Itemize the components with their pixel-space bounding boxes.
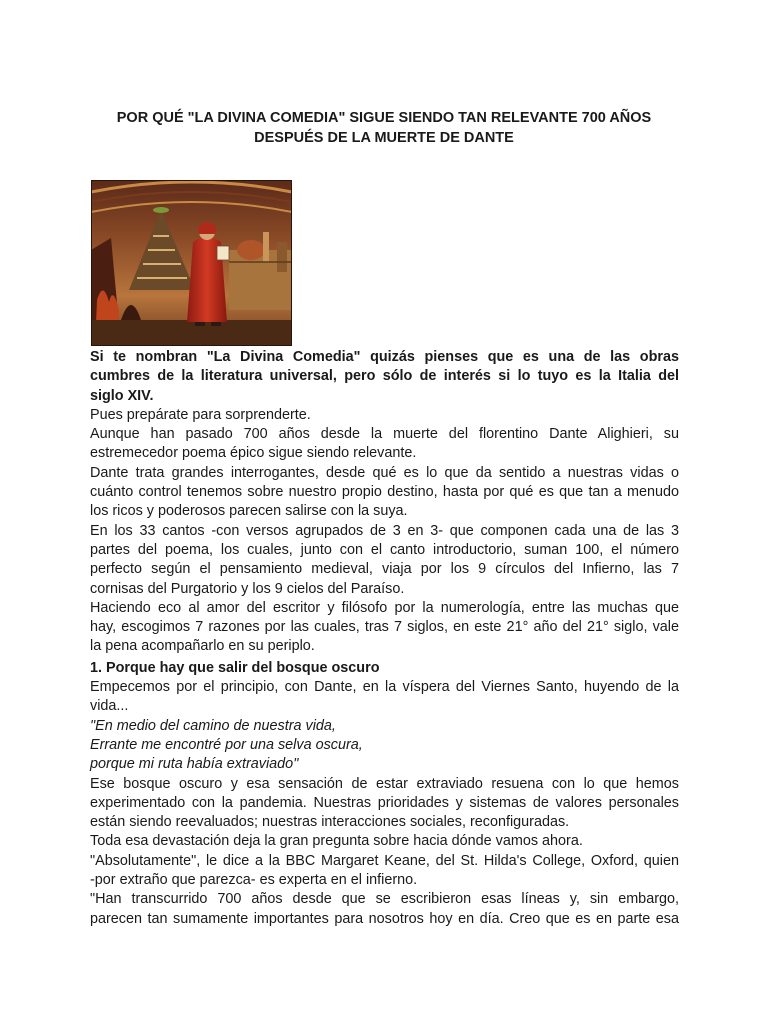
title-line-1: POR QUÉ "LA DIVINA COMEDIA" SIGUE SIENDO TAN RELEVANTE 700 AÑOS [116, 110, 652, 126]
paragraph-line: perfecto según el pensamiento medieval, viaja por los 9 círculos del Infierno, las 7 [90, 561, 679, 578]
paragraph-line: Ese bosque oscuro y esa sensación de estar extraviado resuena con lo que hemos [90, 775, 679, 792]
paragraph-line: experimentado con la pandemia. Nuestras prioridades y sistemas de valores personales [90, 794, 679, 811]
paragraph-line: los ricos y poderosos parecen salirse con la suya. [90, 503, 408, 520]
lead-line: Si te nombran "La Divina Comedia" quizás pienses que es una de las obras [90, 349, 679, 365]
paragraph [90, 852, 679, 891]
paragraph-line: Dante trata grandes interrogantes, desde qué es lo que da sentido a nuestras vidas o [90, 464, 679, 481]
paragraph-line: hay, escogimos 7 razones por las cuales, tras 7 siglos, en este 21° año del 21° siglo, vale [90, 619, 679, 636]
title-line-2: DESPUÉS DE LA MUERTE DE DANTE [254, 130, 514, 146]
lead-line: cumbres de la literatura universal, pero sólo de interés si lo tuyo es la Italia del [90, 368, 679, 385]
lead-line: siglo XIV. [90, 387, 154, 404]
lead-paragraph [90, 348, 679, 406]
paragraph [90, 464, 679, 522]
paragraph [90, 678, 679, 717]
paragraph-line: la pena acompañarlo en su periplo. [90, 638, 315, 655]
paragraph-line: Aunque han pasado 700 años desde la muerte del florentino Dante Alighieri, su [90, 426, 679, 443]
quote-line: "En medio del camino de nuestra vida, [90, 717, 336, 734]
paragraph-line: están siendo reevaluados; nuestras interacciones sociales, reconfiguradas. [90, 814, 570, 831]
paragraph-line: "Absolutamente", le dice a la BBC Margaret Keane, del St. Hilda's College, Oxford, quien [90, 852, 679, 869]
paragraph [90, 832, 679, 851]
paragraph-line: cornisas del Purgatorio y los 9 cielos del Paraíso. [90, 580, 405, 597]
poem-quote [90, 717, 679, 775]
paragraph-line: Pues prepárate para sorprenderte. [90, 406, 311, 423]
paragraph-line: Empecemos por el principio, con Dante, en la víspera del Viernes Santo, huyendo de la [90, 679, 679, 696]
paragraph-line: Haciendo eco al amor del escritor y filósofo por la numerología, entre las muchas que [90, 599, 679, 616]
document-title [90, 108, 678, 148]
paragraph-line: estremecedor poema épico sigue siendo relevante. [90, 445, 417, 462]
paragraph-line: parecen tan sumamente importantes para nosotros hoy en día. Creo que es en parte esa [90, 910, 679, 927]
paragraph-line: En los 33 cantos -con versos agrupados de 3 en 3- que componen cada una de las 3 [90, 522, 679, 539]
paragraph [90, 599, 679, 657]
section-heading: 1. Porque hay que salir del bosque oscuro [90, 659, 380, 676]
paragraph-line: cuánto control tenemos sobre nuestro propio destino, hasta por qué es que tan a menudo [90, 484, 679, 501]
paragraph [90, 406, 679, 425]
quote-line: Errante me encontré por una selva oscura, [90, 736, 363, 753]
paragraph [90, 890, 679, 929]
paragraph-line: partes del poema, los cuales, junto con el canto introductorio, suman 100, el número [90, 541, 679, 558]
dante-painting-image [91, 180, 292, 346]
paragraph-line: Toda esa devastación deja la gran pregunta sobre hacia dónde vamos ahora. [90, 833, 583, 850]
paragraph [90, 775, 679, 833]
paragraph-line: vida... [90, 698, 129, 715]
paragraph [90, 425, 679, 464]
article-body [90, 348, 679, 929]
paragraph [90, 522, 679, 599]
paragraph-line: "Han transcurrido 700 años desde que se escribieron esas líneas y, sin embargo, [90, 891, 679, 908]
quote-line: porque mi ruta había extraviado" [90, 756, 299, 773]
paragraph-line: -por extraño que parezca- es experta en el infierno. [90, 872, 418, 889]
